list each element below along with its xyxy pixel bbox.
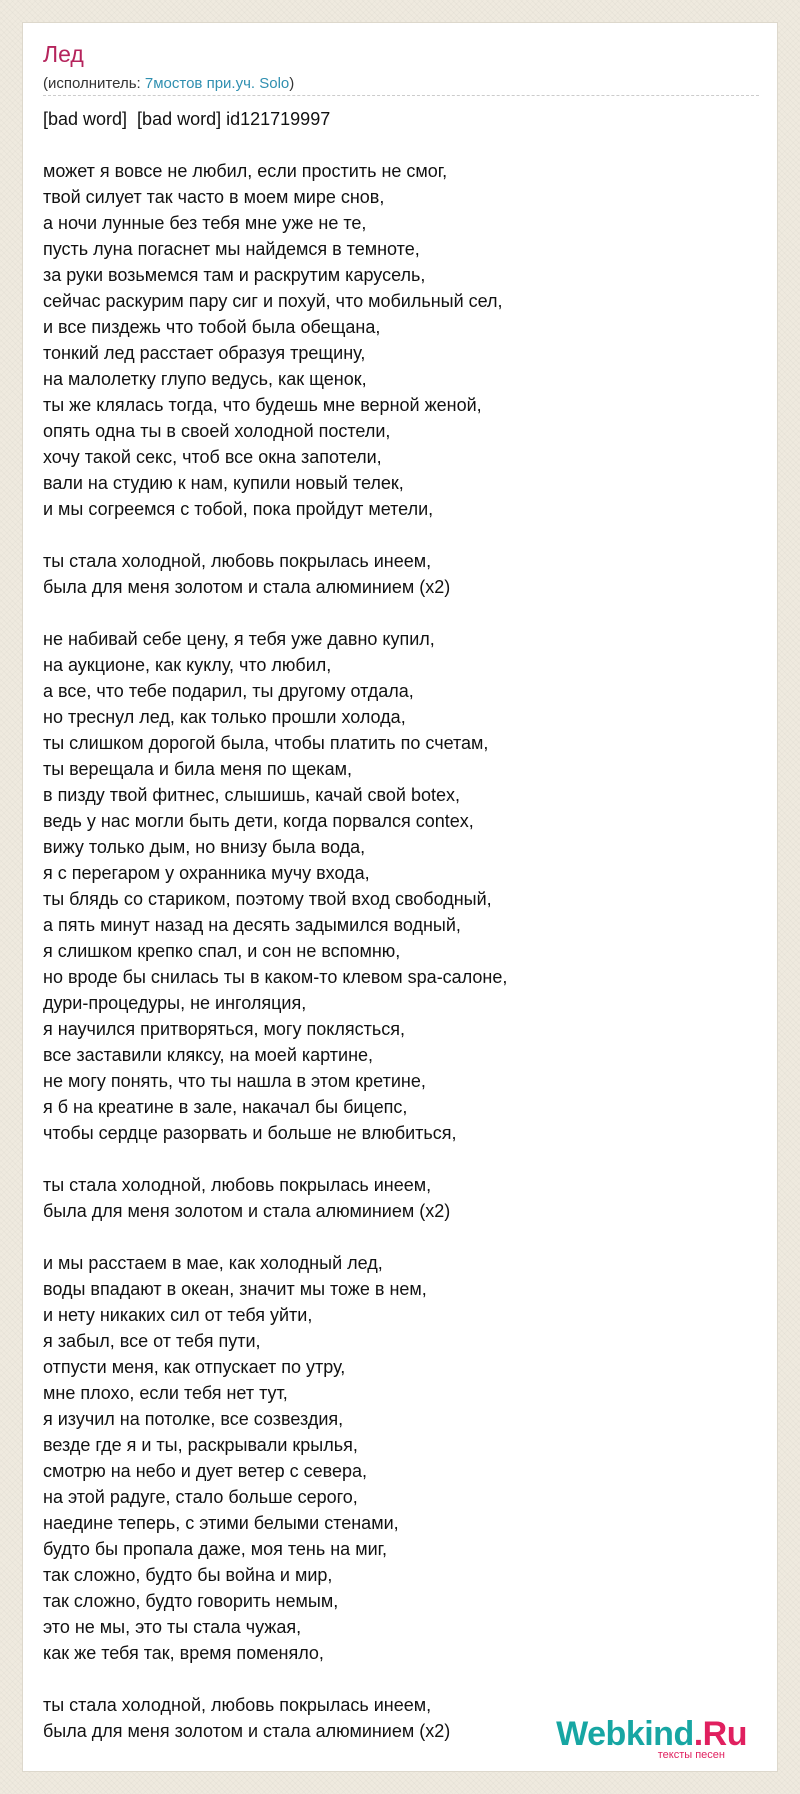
logo-tagline: тексты песен xyxy=(657,1749,725,1761)
artist-open-paren: ( xyxy=(43,75,48,92)
artist-link[interactable]: 7мостов при.уч. Solo xyxy=(144,75,290,92)
lyrics-card xyxy=(22,22,778,1772)
logo-wordmark xyxy=(556,1717,747,1751)
song-title: Лед xyxy=(43,41,84,67)
logo-main-text: Webkind xyxy=(556,1715,694,1753)
header-divider xyxy=(43,95,759,96)
artist-prefix: исполнитель: xyxy=(48,75,145,92)
artist-line xyxy=(43,75,294,92)
artist-close-paren: ) xyxy=(289,75,295,92)
lyrics-text: [bad word] [bad word] id121719997 может я вовсе не любил, если простить не смог, твой силует так часто в моем мире снов, а ночи лунные без тебя мне уже не те, пусть луна погаснет мы найдемся в темноте, за руки возьмемся там и раскрутим карусель, сейчас раскурим пару сиг и похуй, что мобильный сел, и все пиздежь что тобой была обещана, тонкий лед расстает образуя трещину, на малолетку глупо ведусь, как щенок, ты же клялась тогда, что будешь мне верной женой, опять одна ты в своей холодной постели, хочу такой секс, чтоб все окна запотели, вали на студию к нам, купили новый телек, и мы согреемся с тобой, пока пройдут метели, ты стала холодной, любовь покрылась инеем, была для меня золотом и стала алюминием (x2) не набивай себе цену, я тебя уже давно купил, на аукционе, как куклу, что любил, а все, что тебе подарил, ты другому отдала, но треснул лед, как только прошли холода, ты слишком дорогой была, чтобы платить по счетам, ты верещала и била меня по щекам, в пизду твой фитнес, слышишь, качай свой botex, ведь у нас могли быть дети, когда порвался contex, вижу только дым, но внизу была вода, я с перегаром у охранника мучу входа, ты блядь со стариком, поэтому твой вход свободный, а пять минут назад на десять задымился водный, я слишком крепко спал, и сон не вспомню, но вроде бы снилась ты в каком-то клевом spa-салоне, дури-процедуры, не инголяция, я научился притворяться, могу поклясться, все заставили кляксу, на моей картине, не могу понять, что ты нашла в этом кретине, я б на креатине в зале, накачал бы бицепс, чтобы сердце разорвать и больше не влюбиться, ты стала холодной, любовь покрылась инеем, была для меня золотом и стала алюминием (x2) и мы расстаем в мае, как холодный лед, воды впадают в океан, значит мы тоже в нем, и нету никаких сил от тебя уйти, я забыл, все от тебя пути, отпусти меня, как отпускает по утру, мне плохо, если тебя нет тут, я изучил на потолке, все созвездия, везде где я и ты, раскрывали крылья, смотрю на небо и дует ветер с севера, на этой радуге, стало больше серого, наедине теперь, с этими белыми стенами, будто бы пропала даже, моя тень на миг, так сложно, будто бы война и мир, так сложно, будто говорить немым, это не мы, это ты стала чужая, как же тебя так, время поменяло, ты стала холодной, любовь покрылась инеем, была для меня золотом и стала алюминием (x2) xyxy=(43,109,508,1741)
webkind-logo[interactable] xyxy=(556,1717,747,1761)
logo-suffix: .Ru xyxy=(693,1715,747,1753)
